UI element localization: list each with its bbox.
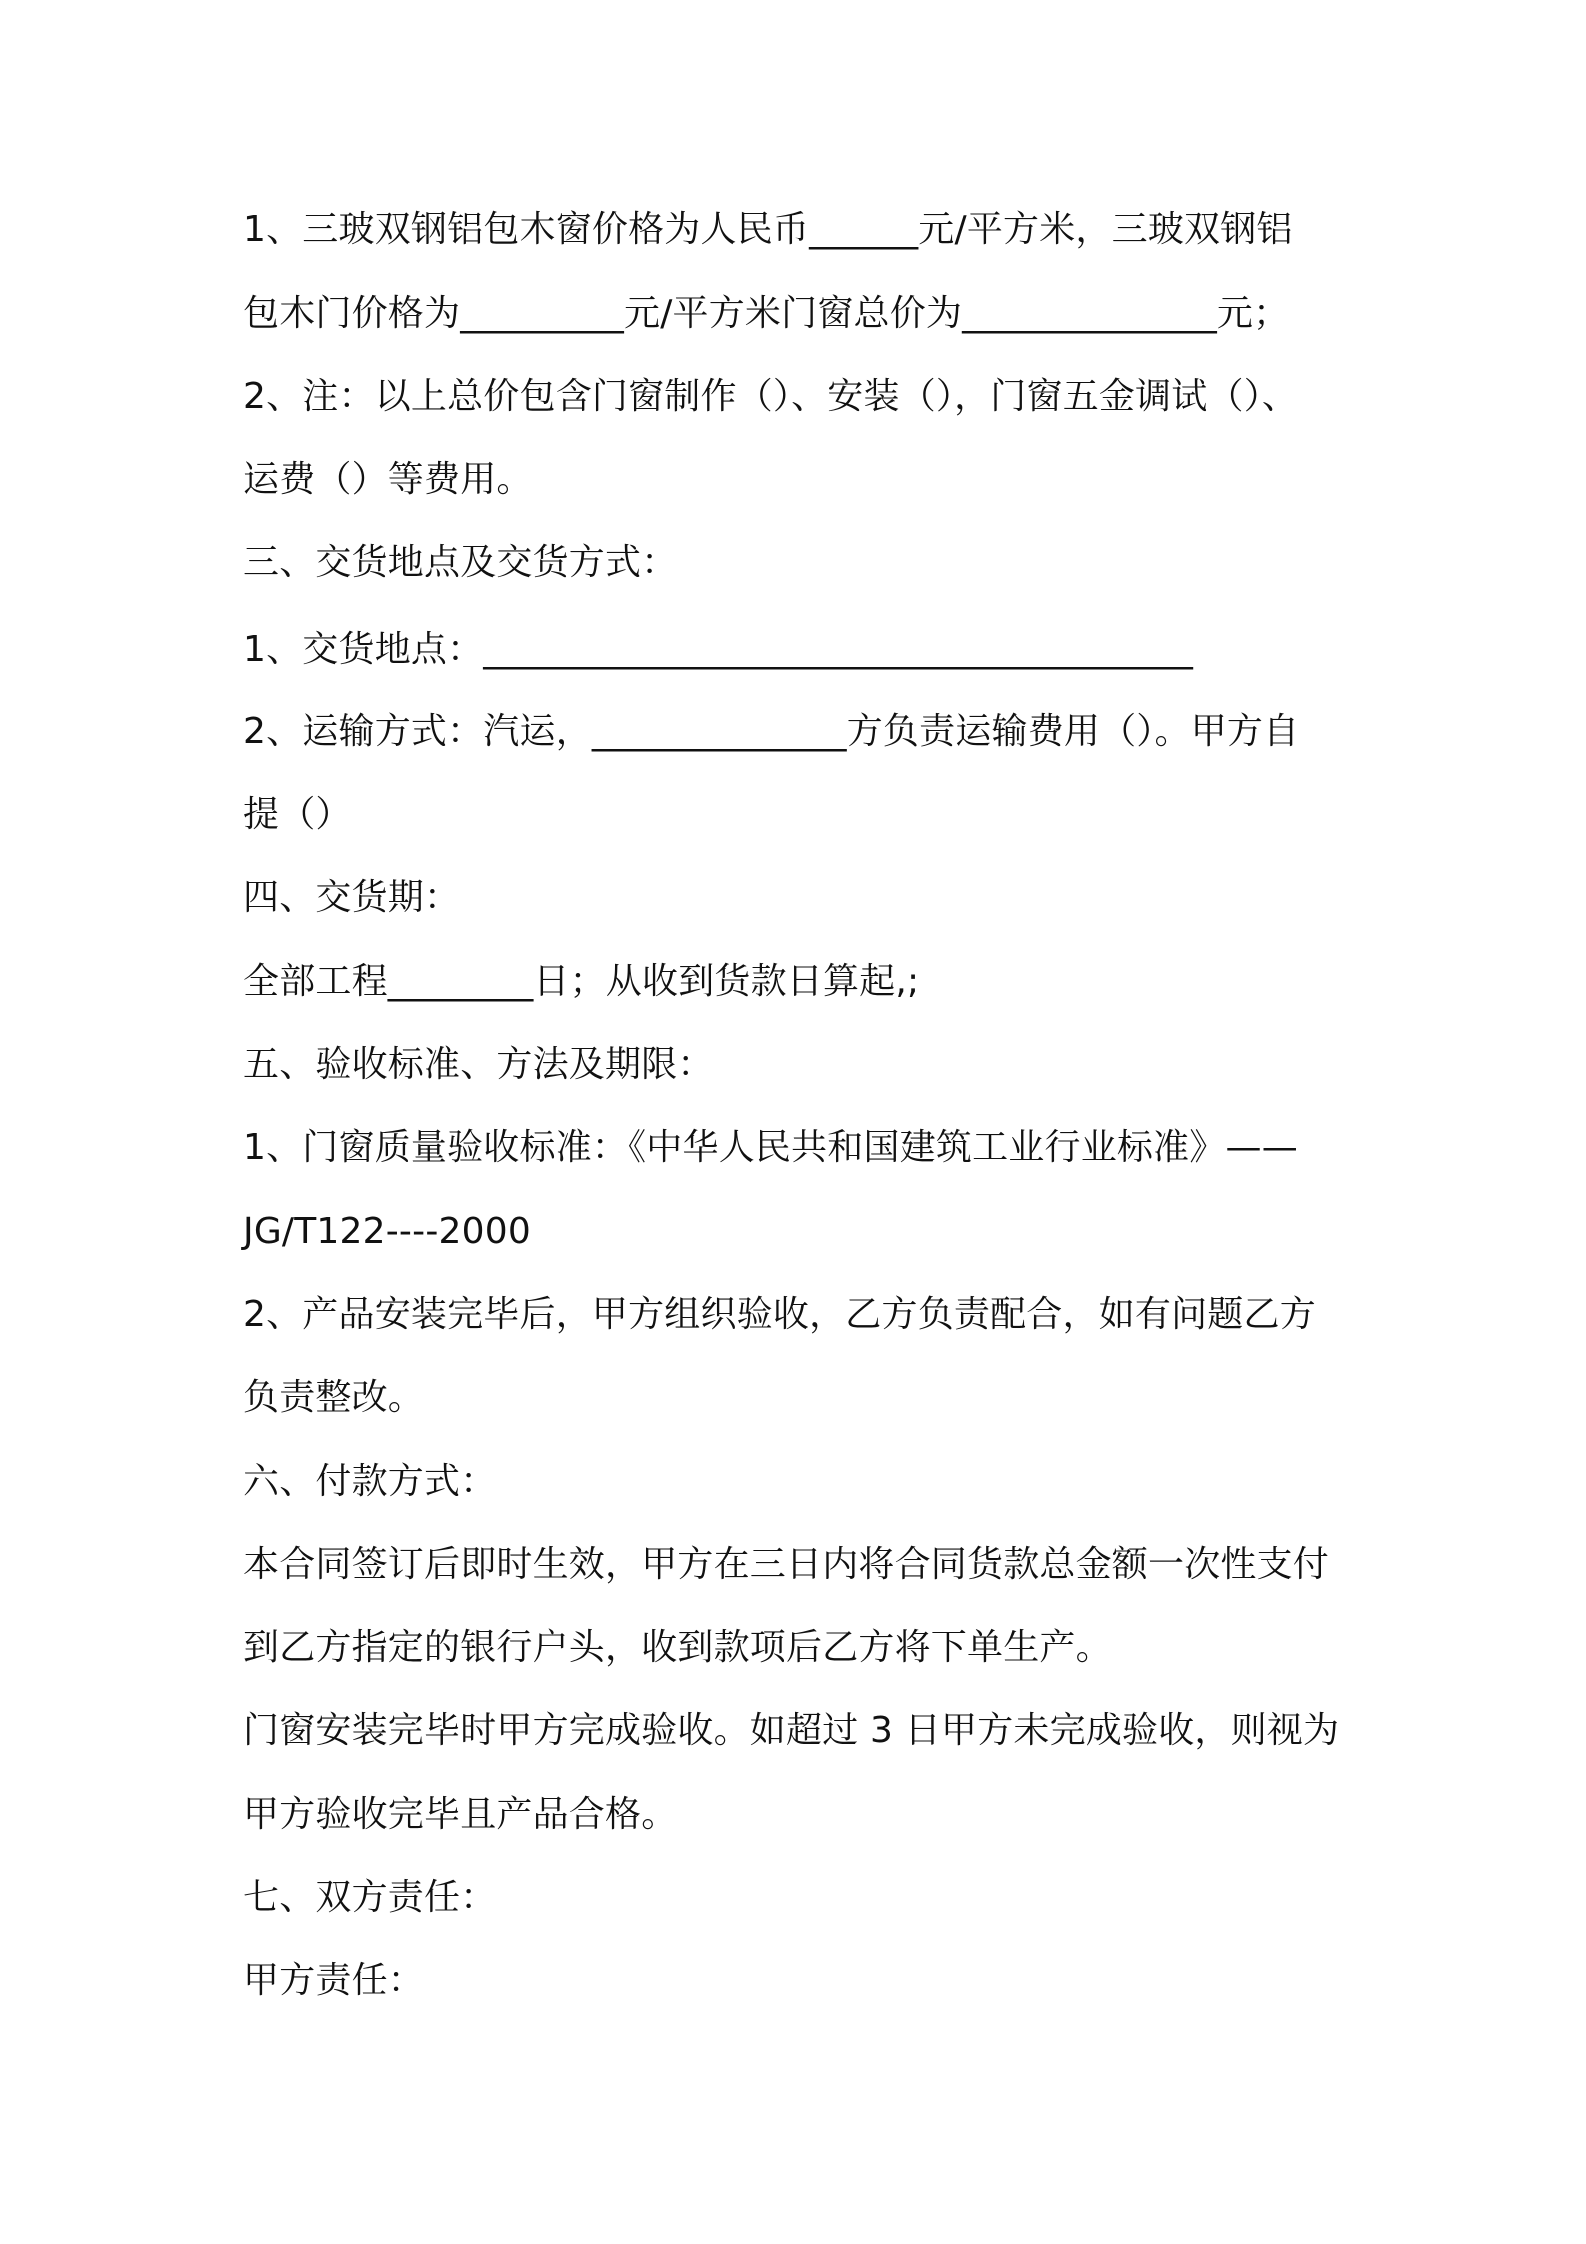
price-door-line: 包木门价格为_________元/平方米门窗总价为______________元；: [243, 293, 1290, 334]
inspection-cont: 甲方验收完毕且产品合格。: [243, 1794, 678, 1835]
price-note-line: 2、注：以上总价包含门窗制作（）、安装（），门窗五金调试（）、: [243, 376, 1299, 417]
standard-code-line: JG/T122----2000: [243, 1211, 531, 1252]
section-six-heading: 六、付款方式：: [243, 1461, 497, 1502]
price-window-line: 1、三玻双钢铝包木窗价格为人民币______元/平方米，三玻双钢铝: [243, 209, 1293, 250]
delivery-location-line: 1、交货地点：_______________________________________: [243, 629, 1194, 670]
price-note-cont: 运费（）等费用。: [243, 459, 533, 500]
section-seven-heading: 七、双方责任：: [243, 1877, 497, 1918]
acceptance-cont: 负责整改。: [243, 1377, 425, 1418]
acceptance-line: 2、产品安装完毕后，甲方组织验收，乙方负责配合，如有问题乙方: [243, 1294, 1316, 1335]
section-five-heading: 五、验收标准、方法及期限：: [243, 1044, 714, 1085]
section-three-heading: 三、交货地点及交货方式：: [243, 542, 678, 583]
quality-standard-line: 1、门窗质量验收标准：《中华人民共和国建筑工业行业标准》——: [243, 1127, 1298, 1168]
payment-line: 本合同签订后即时生效，甲方在三日内将合同货款总金额一次性支付: [243, 1544, 1330, 1585]
party-a-responsibility: 甲方责任：: [243, 1960, 425, 2001]
section-four-heading: 四、交货期：: [243, 877, 461, 918]
delivery-period-line: 全部工程________日；从收到货款日算起,;: [243, 961, 920, 1002]
inspection-line: 门窗安装完毕时甲方完成验收。如超过 3 日甲方未完成验收，则视为: [243, 1710, 1340, 1751]
payment-cont: 到乙方指定的银行户头，收到款项后乙方将下单生产。: [243, 1627, 1112, 1668]
transport-method-cont: 提（）: [243, 794, 352, 835]
transport-method-line: 2、运输方式：汽运，______________方负责运输费用（）。甲方自: [243, 711, 1300, 752]
